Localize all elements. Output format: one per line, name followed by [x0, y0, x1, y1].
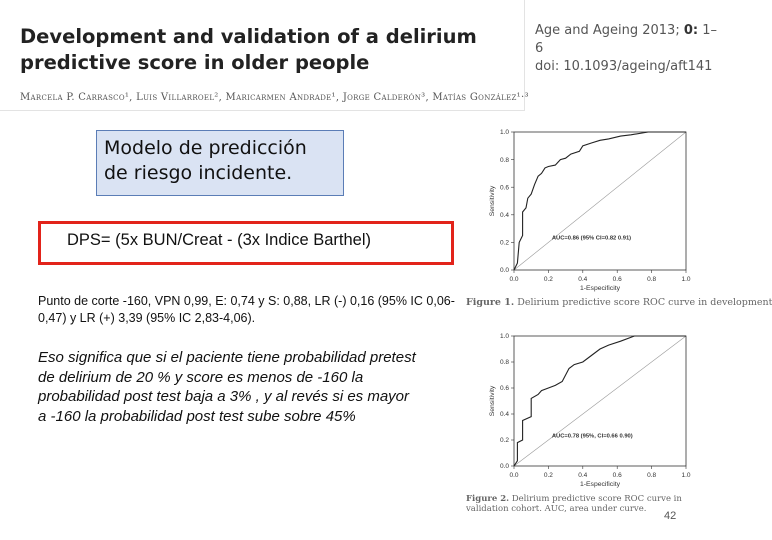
- y-tick-label: 0.6: [499, 184, 509, 192]
- x-tick-label: 0.0: [509, 276, 519, 283]
- y-tick-label: 0.0: [499, 267, 509, 275]
- y-tick-label: 0.8: [499, 359, 509, 367]
- paper-authors: Marcela P. Carrasco¹, Luis Villarroel², Maricarmen Andrade¹, Jorge Calderón³, Matías González¹·³: [20, 92, 529, 103]
- auc-annotation: AUC=0.78 (95%, CI=0.66 0.90): [551, 433, 633, 440]
- x-tick-label: 0.2: [543, 472, 553, 479]
- figure2-caption: [466, 494, 716, 514]
- model-box-text: [104, 136, 339, 186]
- y-tick-label: 0.4: [499, 212, 509, 219]
- formula-text: DPS= (5x BUN/Creat - (3x Indice Barthel): [67, 231, 371, 249]
- y-tick-label: 0.4: [499, 411, 509, 419]
- journal-name: Age and Ageing 2013;: [535, 23, 680, 38]
- journal-doi: doi: 10.1093/ageing/aft141: [535, 59, 713, 74]
- x-tick-label: 0.2: [543, 276, 553, 283]
- model-box-line2: de riesgo incidente.: [104, 162, 293, 184]
- paper-title-line1: Development and validation of a delirium: [20, 25, 477, 48]
- paper-title-line2: predictive score in older people: [20, 51, 370, 74]
- y-tick-label: 0.0: [499, 463, 509, 471]
- x-tick-label: 0.4: [578, 472, 588, 479]
- x-tick-label: 0.6: [612, 276, 622, 283]
- x-axis-label: 1-Especificity: [579, 481, 621, 488]
- page-number: 42: [664, 510, 677, 522]
- x-tick-label: 1.0: [681, 472, 691, 479]
- x-tick-label: 0.6: [612, 472, 622, 479]
- y-tick-label: 1.0: [499, 129, 509, 137]
- model-box-line1: Modelo de predicción: [104, 137, 307, 159]
- figure2-caption-label: Figure 2.: [466, 494, 510, 504]
- paper-title: [20, 24, 490, 76]
- x-tick-label: 0.0: [509, 472, 519, 479]
- reference-diagonal: [514, 132, 686, 270]
- roc-chart-validation: [474, 328, 704, 490]
- y-tick-label: 1.0: [499, 333, 509, 341]
- y-tick-label: 0.8: [499, 156, 509, 164]
- x-tick-label: 1.0: [681, 276, 691, 283]
- explanation-text: Eso significa que si el paciente tiene probabilidad pretest de delirium de 20 % y score es menos de -160 la probabilidad post test baja a 3% , y al revés si es mayor a -160 la probabilidad post test sube sobre 45%: [38, 349, 416, 425]
- figure2-caption-text: Delirium predictive score ROC curve in validation cohort. AUC, area under curve.: [466, 494, 682, 514]
- y-axis-label: Sensitivity: [489, 385, 496, 417]
- journal-pages: 1–6: [535, 23, 718, 56]
- x-tick-label: 0.8: [647, 276, 657, 283]
- figure1-caption: [466, 297, 772, 308]
- x-tick-label: 0.4: [578, 276, 588, 283]
- y-axis-label: Sensitivity: [489, 185, 496, 217]
- journal-volume: 0:: [683, 23, 699, 38]
- y-tick-label: 0.6: [499, 385, 509, 393]
- auc-annotation: AUC=0.86 (95% CI=0.82 0.91): [551, 235, 632, 242]
- y-tick-label: 0.2: [499, 437, 509, 445]
- roc-chart-development: [474, 124, 704, 294]
- x-axis-label: 1-Especificity: [579, 285, 621, 292]
- figure1-caption-label: Figure 1.: [466, 297, 515, 308]
- stats-text: Punto de corte -160, VPN 0,99, E: 0,74 y S: 0,88, LR (-) 0,16 (95% IC 0,06-0,47) y LR (+) 3,39 (95% IC 2,83-4,06).: [38, 294, 455, 325]
- y-tick-label: 0.2: [499, 239, 509, 247]
- journal-citation: [535, 22, 720, 76]
- figure1-caption-text: Delirium predictive score ROC curve in development: [517, 297, 772, 308]
- reference-diagonal: [514, 336, 686, 466]
- x-tick-label: 0.8: [647, 472, 657, 479]
